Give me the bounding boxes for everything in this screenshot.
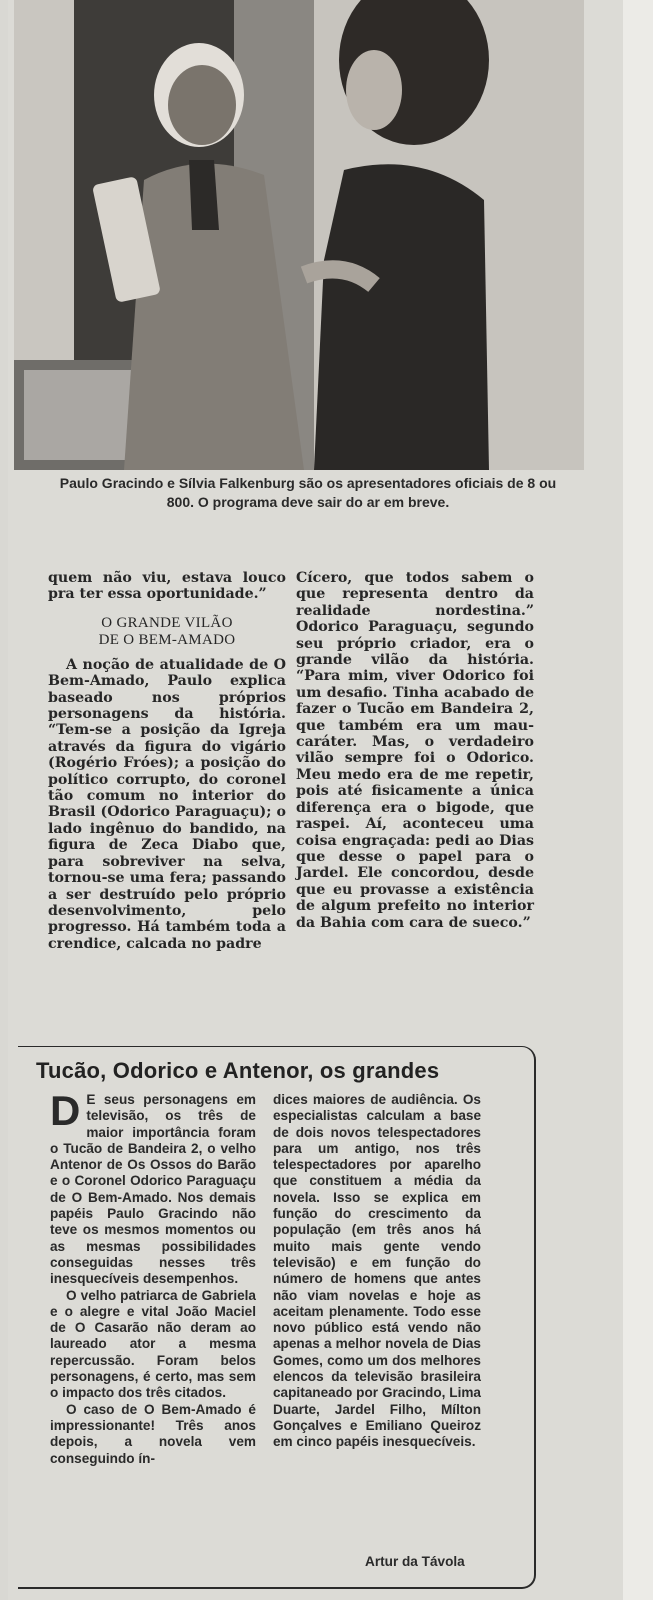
sidebar-box-title: Tucão, Odorico e Antenor, os grandes	[36, 1058, 440, 1083]
page-margin	[623, 0, 653, 1600]
section-subhead	[48, 615, 286, 649]
column-1-intro: quem não viu, estava louco pra ter essa oportunidade.”	[48, 570, 286, 603]
sidebar-column-1	[50, 1087, 256, 1467]
article-column-2	[296, 570, 534, 931]
photo-presenters	[14, 0, 584, 470]
column-1-body: A noção de atualidade de O Bem-Amado, Paulo explica baseado nos próprios personagens da história. “Tem-se a posição da Igreja através da figura do vigário (Rogério Fróes); a posição do político corrupto, do coronel tão comum no interior do Brasil (Odorico Paraguaçu); o lado ingênuo do bandido, na figura de Zeca Diabo que, para sobreviver na selva, tornou-se uma fera; passando a ser destruído pelo próprio desenvolvimento, pelo progresso. Há também toda a crendice, calcada no padre	[48, 656, 286, 952]
subhead-line-1: O GRANDE VILÃO	[101, 614, 233, 631]
sidebar-paragraph-2: O velho patriarca de Gabriela e o alegre e vital João Maciel de O Casarão não deram ao laureado ator a mesma repercussão. Foram belos personagens, é certo, mas sem o impacto dos três citados.	[50, 1287, 256, 1401]
sidebar-paragraph-3: O caso de O Bem-Amado é impressionante! Três anos depois, a novela vem conseguindo ín-	[50, 1401, 256, 1466]
subhead-line-2: DE O BEM-AMADO	[98, 631, 236, 648]
drop-cap: D	[50, 1087, 81, 1134]
sidebar-column-2	[273, 1092, 481, 1451]
photo-caption: Paulo Gracindo e Sílvia Falkenburg são os apresentadores oficiais de 8 ou 800. O programa deve sair do ar em breve.	[59, 475, 557, 510]
sidebar-paragraph-1-text: E seus personagens em televisão, os três de maior importância foram o Tucão de Bandeira 2, o velho Antenor de Os Ossos do Barão e o Coronel Odorico Paraguaçu de O Bem-Amado. Nos demais papéis Paulo Gracindo não teve os mesmos momentos ou as mesmas possibilidades conseguidas nesses três inesquecíveis desempenhos.	[50, 1092, 256, 1287]
magazine-page	[8, 0, 623, 1600]
sidebar-paragraph-1	[50, 1087, 256, 1288]
sidebar-paragraph-4: dices maiores de audiência. Os especialistas calculam a base de dois novos telespectadores para um antigo, nos três telespectadores por aparelho que constituem a média da novela. Isso se explica em função do crescimento da população (em três anos há muito mais gente vendo televisão) e em função do número de homens que antes não viam novelas e hoje as aceitam plenamente. Todo esse novo público está vendo não apenas a melhor novela de Dias Gomes, como um dos melhores elencos da televisão brasileira capitaneado por Gracindo, Lima Duarte, Jardel Filho, Mílton Gonçalves e Emiliano Queiroz em cinco papéis inesquecíveis.	[273, 1092, 481, 1450]
column-2-body: Cícero, que todos sabem o que representa dentro da realidade nordestina.” Odorico Paraguaçu, segundo seu próprio criador, era o grande vilão da história. “Para mim, viver Odorico foi um desafio. Tinha acabado de fazer o Tucão em Bandeira 2, que também era um mau-caráter. Mas, o verdadeiro vilão sempre foi o Odorico. Meu medo era de me repetir, pois até fisicamente a única diferença era o bigode, que raspei. Aí, aconteceu uma coisa engraçada: pedi ao Dias que desse o papel para o Jardel. Ele concordou, desde que eu provasse a existência de algum prefeito no interior da Bahia com cara de sueco.”	[296, 570, 534, 931]
author-byline: Artur da Távola	[365, 1554, 465, 1569]
article-column-1	[48, 570, 286, 952]
